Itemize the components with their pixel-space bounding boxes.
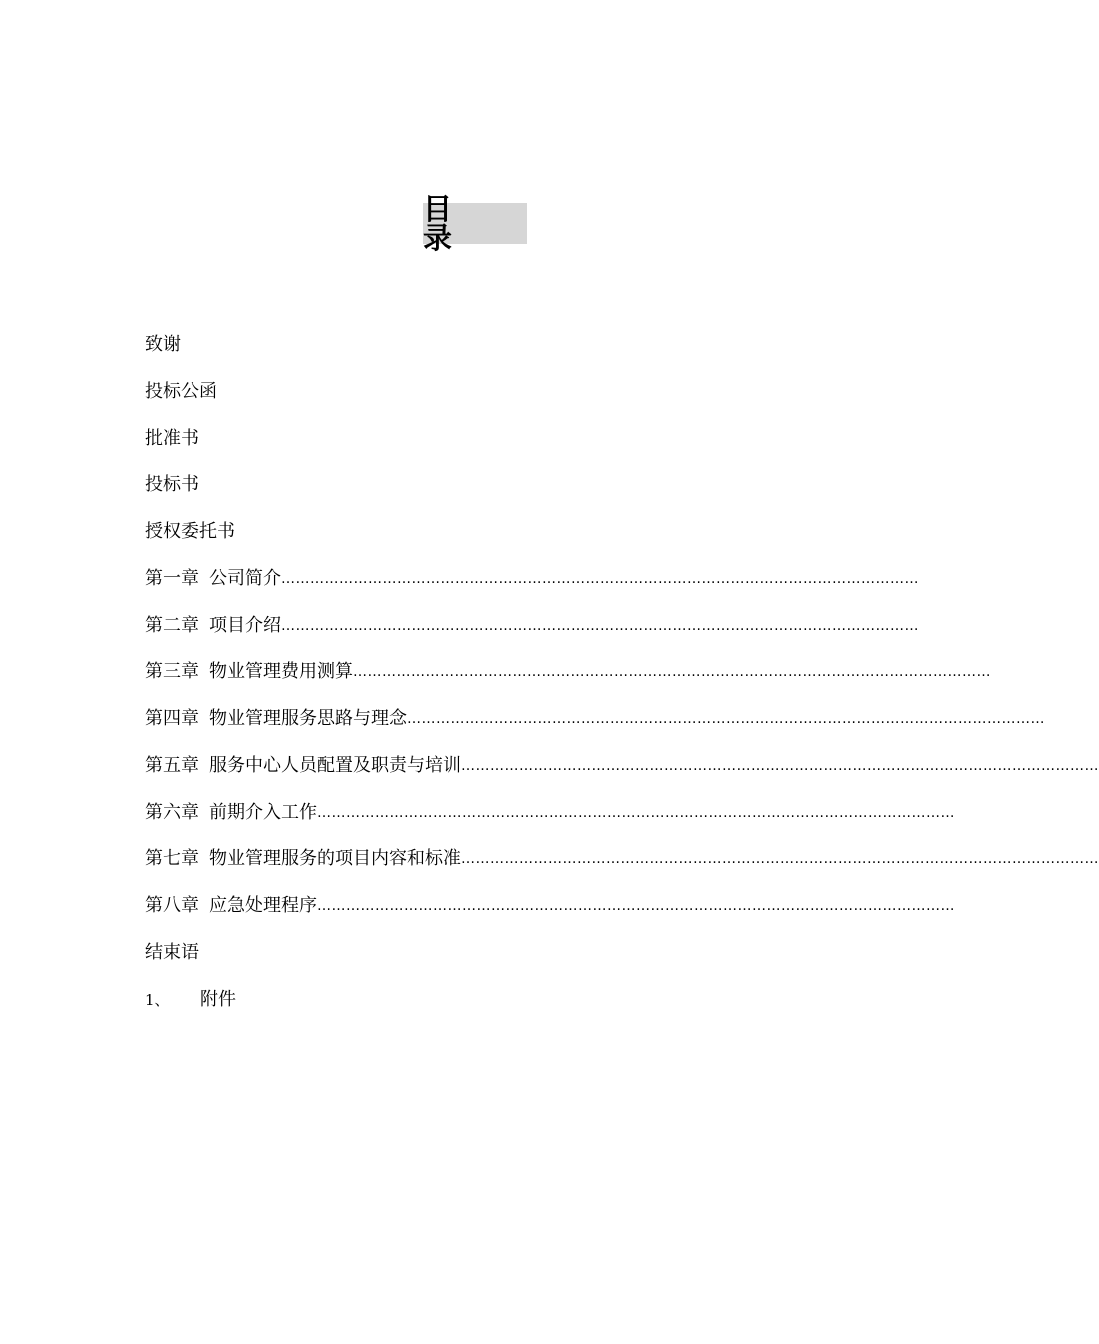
chapter-number: 第四章 bbox=[145, 708, 199, 729]
chapter-number: 第一章 bbox=[145, 568, 199, 589]
chapter-number: 第六章 bbox=[145, 802, 199, 823]
dot-leader: …………………………………………………………………………………………………………………… bbox=[281, 618, 919, 634]
dot-leader: …………………………………………………………………………………………………………………… bbox=[461, 758, 1099, 774]
dot-leader: …………………………………………………………………………………………………………………… bbox=[317, 898, 955, 914]
chapter-number: 第三章 bbox=[145, 661, 199, 682]
toc-entry-label: 投标书 bbox=[145, 474, 199, 495]
toc-entry-appendix[interactable] bbox=[145, 985, 770, 1015]
chapter-title: 物业管理服务思路与理念 bbox=[209, 708, 407, 729]
toc-entry-closing[interactable] bbox=[145, 938, 770, 968]
toc-chapter-8[interactable] bbox=[145, 891, 955, 921]
chapter-title: 公司简介 bbox=[209, 568, 281, 589]
toc-chapter-6[interactable] bbox=[145, 798, 955, 828]
chapter-title: 应急处理程序 bbox=[209, 895, 317, 916]
toc-chapter-4[interactable] bbox=[145, 704, 1045, 734]
chapter-title: 服务中心人员配置及职责与培训 bbox=[209, 755, 461, 776]
toc-entry-label: 附件 bbox=[200, 989, 236, 1010]
toc-entry-label: 批准书 bbox=[145, 428, 199, 449]
toc-chapter-7[interactable] bbox=[145, 844, 1099, 874]
toc-entry-label: 结束语 bbox=[145, 942, 199, 963]
toc-entry-bid-document[interactable] bbox=[145, 470, 770, 500]
toc-entry-approval[interactable] bbox=[145, 424, 770, 454]
toc-chapter-2[interactable] bbox=[145, 611, 919, 641]
toc-chapter-3[interactable] bbox=[145, 657, 991, 687]
chapter-number: 第二章 bbox=[145, 615, 199, 636]
dot-leader: …………………………………………………………………………………………………………………… bbox=[353, 664, 991, 680]
chapter-title: 项目介绍 bbox=[209, 615, 281, 636]
chapter-title: 物业管理服务的项目内容和标准 bbox=[209, 848, 461, 869]
dot-leader: …………………………………………………………………………………………………………………… bbox=[407, 711, 1045, 727]
toc-entry-acknowledgement[interactable] bbox=[145, 330, 770, 360]
toc-entry-label: 投标公函 bbox=[145, 381, 217, 402]
toc-entry-label: 授权委托书 bbox=[145, 521, 235, 542]
dot-leader: …………………………………………………………………………………………………………………… bbox=[317, 805, 955, 821]
toc-heading-box bbox=[423, 191, 550, 255]
chapter-number: 第八章 bbox=[145, 895, 199, 916]
chapter-title: 物业管理费用测算 bbox=[209, 661, 353, 682]
toc-entry-authorization[interactable] bbox=[145, 517, 770, 547]
toc-chapter-5[interactable] bbox=[145, 751, 1099, 781]
chapter-number: 第五章 bbox=[145, 755, 199, 776]
dot-leader: …………………………………………………………………………………………………………………… bbox=[461, 851, 1099, 867]
toc-heading: 目 录 bbox=[423, 191, 550, 255]
toc-entry-bid-letter[interactable] bbox=[145, 377, 770, 407]
dot-leader: …………………………………………………………………………………………………………………… bbox=[281, 571, 919, 587]
toc-chapter-1[interactable] bbox=[145, 564, 919, 594]
chapter-number: 第七章 bbox=[145, 848, 199, 869]
chapter-title: 前期介入工作 bbox=[209, 802, 317, 823]
appendix-number: 1、 bbox=[145, 991, 170, 1009]
toc-entry-label: 致谢 bbox=[145, 334, 181, 355]
